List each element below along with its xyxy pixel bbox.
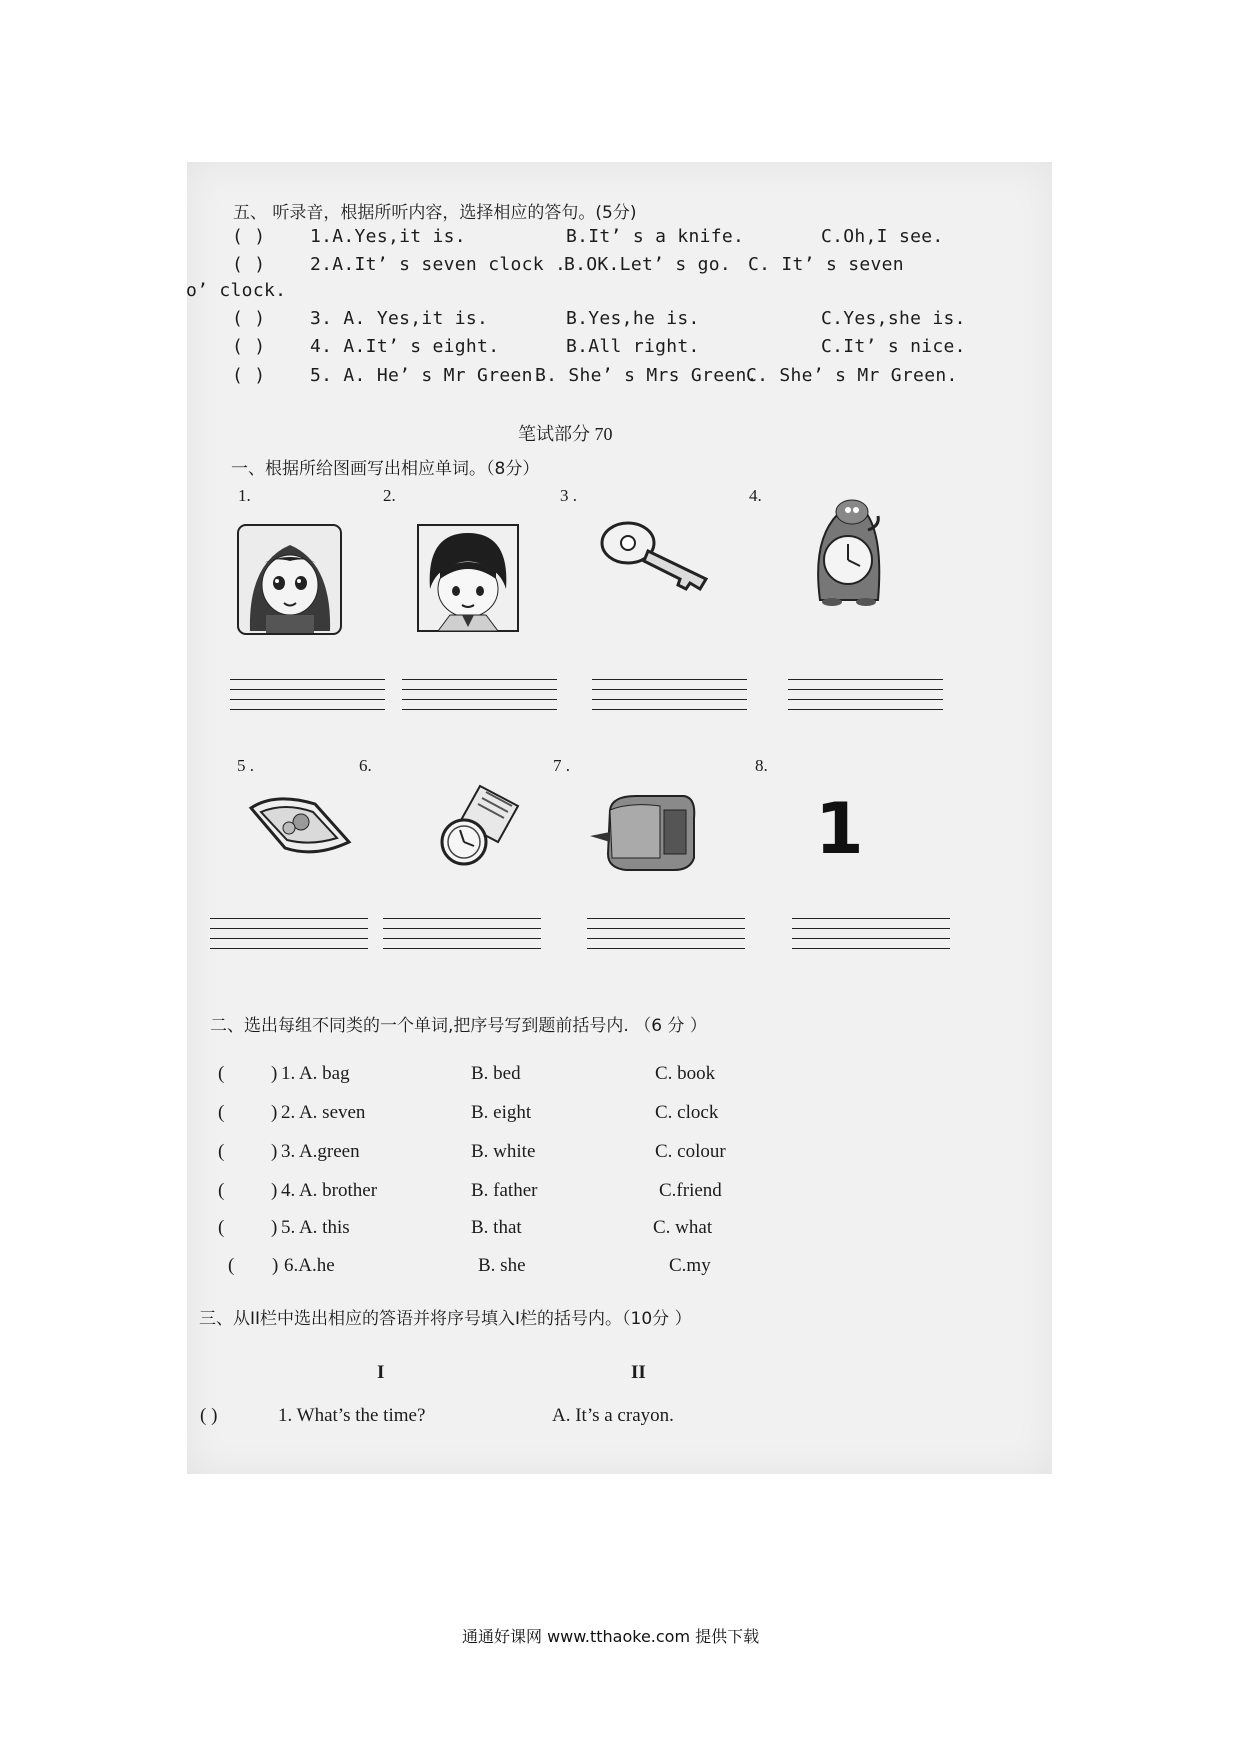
section2-open-paren-3: ( (218, 1141, 225, 1162)
section2-option-a-2: 2. A. seven (281, 1102, 366, 1123)
schoolbag-icon (590, 788, 702, 874)
section2-option-b-3: B. white (471, 1141, 536, 1162)
section5-option-b-3: B.Yes,he is. (566, 308, 700, 329)
section2-close-paren-3: ) (271, 1141, 278, 1162)
answer-lines-1 (230, 679, 385, 719)
section5-paren-5: ( ) (232, 365, 266, 386)
section2-close-paren-1: ) (271, 1063, 278, 1084)
section3-row1-answer: A. It’s a crayon. (552, 1405, 674, 1426)
section2-open-paren-6: ( (228, 1255, 235, 1276)
pencil-box-icon (245, 788, 353, 858)
answer-lines-8 (792, 918, 950, 958)
answer-lines-5 (210, 918, 368, 958)
written-part-title: 笔试部分 70 (518, 424, 613, 444)
girl-face-icon (236, 523, 343, 636)
section2-option-c-5: C. what (653, 1217, 713, 1238)
footer-credit: 通通好课网 www.tthaoke.com 提供下载 (462, 1627, 760, 1646)
section2-title: 二、选出每组不同类的一个单词,把序号写到题前括号内. （6 分 ） (210, 1016, 707, 1036)
section5-option-a-1: 1.A.Yes,it is. (310, 226, 466, 247)
answer-lines-4 (788, 679, 943, 719)
section2-option-c-2: C. clock (655, 1102, 719, 1123)
section2-close-paren-4: ) (271, 1180, 278, 1201)
section5-option-c-5: C. She’ s Mr Green. (746, 365, 958, 386)
answer-lines-6 (383, 918, 541, 958)
answer-lines-2 (402, 679, 557, 719)
section5-title: 五、 听录音，根据所听内容，选择相应的答句。(5分) (233, 203, 637, 223)
watch-icon (428, 776, 528, 876)
section2-option-b-6: B. she (478, 1255, 526, 1276)
section2-option-c-1: C. book (655, 1063, 716, 1084)
section2-option-c-6: C.my (669, 1255, 711, 1276)
section5-wrap-text: o’ clock. (186, 280, 287, 301)
section5-option-a-5: 5. A. He’ s Mr Green. (310, 365, 544, 386)
section5-paren-3: ( ) (232, 308, 266, 329)
section5-option-b-1: B.It’ s a knife. (566, 226, 745, 247)
section3-column-i-header: I (377, 1362, 385, 1383)
section5-option-c-3: C.Yes,she is. (821, 308, 966, 329)
section3-row1-question: 1. What’s the time? (278, 1405, 426, 1426)
picture-number-8: 8. (755, 756, 768, 775)
section5-option-c-1: C.Oh,I see. (821, 226, 944, 247)
section2-option-b-5: B. that (471, 1217, 522, 1238)
section2-option-c-4: C.friend (659, 1180, 722, 1201)
section5-option-a-2: 2.A.It’ s seven clock . (310, 254, 567, 275)
picture-number-5: 5 . (237, 756, 254, 775)
section5-option-c-2: C. It’ s seven (748, 254, 904, 275)
boy-face-icon (416, 523, 520, 633)
answer-lines-3 (592, 679, 747, 719)
section2-option-a-3: 3. A.green (281, 1141, 360, 1162)
section5-option-b-5: B. She’ s Mrs Green. (535, 365, 758, 386)
section5-paren-2: ( ) (232, 254, 266, 275)
number-one-icon: 1 (815, 788, 864, 870)
section2-open-paren-2: ( (218, 1102, 225, 1123)
section2-option-a-5: 5. A. this (281, 1217, 350, 1238)
section5-paren-4: ( ) (232, 336, 266, 357)
picture-number-3: 3 . (560, 486, 577, 505)
picture-number-4: 4. (749, 486, 762, 505)
key-icon (598, 515, 716, 595)
section5-option-b-2: B.OK.Let’ s go. (564, 254, 732, 275)
picture-number-1: 1. (238, 486, 251, 505)
section3-row1-paren: ( ) (200, 1405, 218, 1426)
section2-open-paren-4: ( (218, 1180, 225, 1201)
section2-open-paren-5: ( (218, 1217, 225, 1238)
section3-column-ii-header: II (631, 1362, 646, 1383)
section5-paren-1: ( ) (232, 226, 266, 247)
picture-number-6: 6. (359, 756, 372, 775)
section2-option-b-1: B. bed (471, 1063, 521, 1084)
section5-option-c-4: C.It’ s nice. (821, 336, 966, 357)
section1-title: 一、根据所给图画写出相应单词。（8分） (231, 459, 540, 479)
section2-option-a-1: 1. A. bag (281, 1063, 350, 1084)
picture-number-2: 2. (383, 486, 396, 505)
section2-option-a-4: 4. A. brother (281, 1180, 378, 1201)
section2-open-paren-1: ( (218, 1063, 225, 1084)
answer-lines-7 (587, 918, 745, 958)
section5-option-a-3: 3. A. Yes,it is. (310, 308, 489, 329)
section3-title: 三、从II栏中选出相应的答语并将序号填入I栏的括号内。（10分 ） (199, 1309, 692, 1329)
picture-number-7: 7 . (553, 756, 570, 775)
section2-option-b-2: B. eight (471, 1102, 532, 1123)
section2-close-paren-2: ) (271, 1102, 278, 1123)
section2-option-a-6: 6.A.he (284, 1255, 335, 1276)
section2-option-b-4: B. father (471, 1180, 538, 1201)
section2-close-paren-6: ) (272, 1255, 279, 1276)
section2-close-paren-5: ) (271, 1217, 278, 1238)
section2-option-c-3: C. colour (655, 1141, 726, 1162)
clock-penguin-icon (808, 490, 888, 610)
section5-option-a-4: 4. A.It’ s eight. (310, 336, 500, 357)
section5-option-b-4: B.All right. (566, 336, 700, 357)
